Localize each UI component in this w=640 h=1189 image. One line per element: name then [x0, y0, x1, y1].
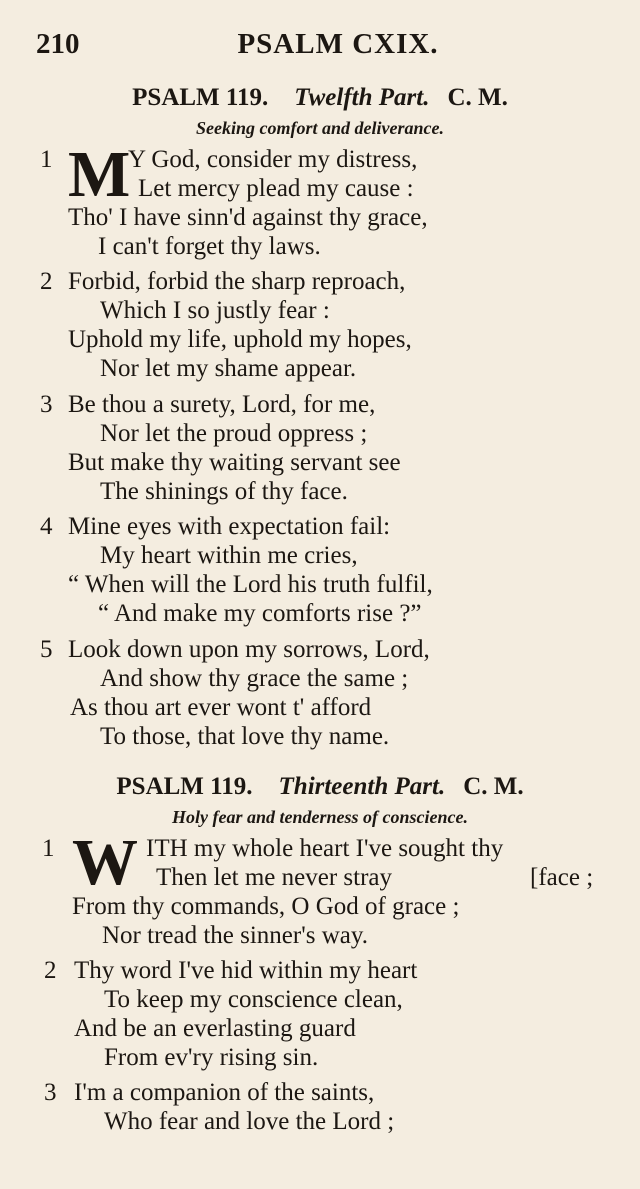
verse-number: 5 [40, 636, 53, 663]
verse-line: I'm a companion of the saints, [74, 1079, 375, 1106]
verse-line: As thou art ever wont t' afford [70, 694, 372, 721]
verse-line: Forbid, forbid the sharp reproach, [68, 268, 406, 295]
verse-number: 1 [40, 146, 53, 173]
psalm-subtitle: Holy fear and tenderness of conscience. [172, 807, 468, 827]
verse-line: Look down upon my sorrows, Lord, [68, 636, 430, 663]
verse-line: I can't forget thy laws. [98, 233, 321, 260]
verse-line: Tho' I have sinn'd against thy grace, [68, 204, 428, 231]
verse-line: From thy commands, O God of grace ; [72, 893, 460, 920]
drop-cap: M [68, 138, 131, 211]
verse-line: “ And make my comforts rise ?” [98, 600, 422, 627]
verse-line: Nor let my shame appear. [100, 355, 357, 382]
verse-line: And be an everlasting guard [74, 1015, 356, 1042]
psalm-title: PSALM 119. [116, 773, 253, 800]
verse-line: Be thou a surety, Lord, for me, [68, 391, 376, 418]
verse-line: Y God, consider my distress, [128, 146, 418, 173]
page-header [36, 28, 600, 68]
verse-line: To those, that love thy name. [100, 723, 390, 750]
verse-line: ITH my whole heart I've sought thy [146, 835, 504, 862]
verse-number: 2 [40, 268, 53, 295]
running-head: PSALM CXIX. [237, 28, 439, 60]
drop-cap: W [72, 826, 138, 899]
verse-number: 3 [40, 391, 53, 418]
verse-line: Uphold my life, uphold my hopes, [68, 326, 412, 353]
page-number: 210 [36, 28, 80, 60]
verse-line: My heart within me cries, [100, 542, 358, 569]
psalm-title: PSALM 119. [132, 84, 269, 111]
psalm-heading [0, 84, 640, 112]
psalm-part: Thirteenth Part. [278, 773, 446, 800]
verse-number: 4 [40, 513, 53, 540]
verse-line: To keep my conscience clean, [104, 986, 403, 1013]
verse-line: The shinings of thy face. [100, 478, 348, 505]
psalm-heading [0, 773, 640, 801]
verse-line: Thy word I've hid within my heart [74, 957, 418, 984]
verse-line: From ev'ry rising sin. [104, 1044, 319, 1071]
verse-line: Mine eyes with expectation fail: [68, 513, 391, 540]
verse-line: Which I so justly fear : [100, 297, 330, 324]
verse-line: And show thy grace the same ; [100, 665, 409, 692]
verse-line: Let mercy plead my cause : [138, 175, 414, 202]
verse-line: Then let me never stray [156, 864, 393, 891]
verse-line: Who fear and love the Lord ; [104, 1108, 395, 1135]
verse-number: 1 [42, 835, 55, 862]
verse-line: Nor let the proud oppress ; [100, 420, 368, 447]
verse-number: 2 [44, 957, 57, 984]
psalm-meter: C. M. [447, 84, 508, 111]
verse-line: But make thy waiting servant see [68, 449, 401, 476]
verse-line: “ When will the Lord his truth fulfil, [68, 571, 433, 598]
verse-number: 3 [44, 1079, 57, 1106]
turnover-bracket: [face ; [530, 864, 594, 891]
psalm-subtitle: Seeking comfort and deliverance. [196, 118, 444, 138]
psalm-meter: C. M. [463, 773, 524, 800]
verse-line: Nor tread the sinner's way. [102, 922, 368, 949]
psalm-part: Twelfth Part. [294, 84, 430, 111]
